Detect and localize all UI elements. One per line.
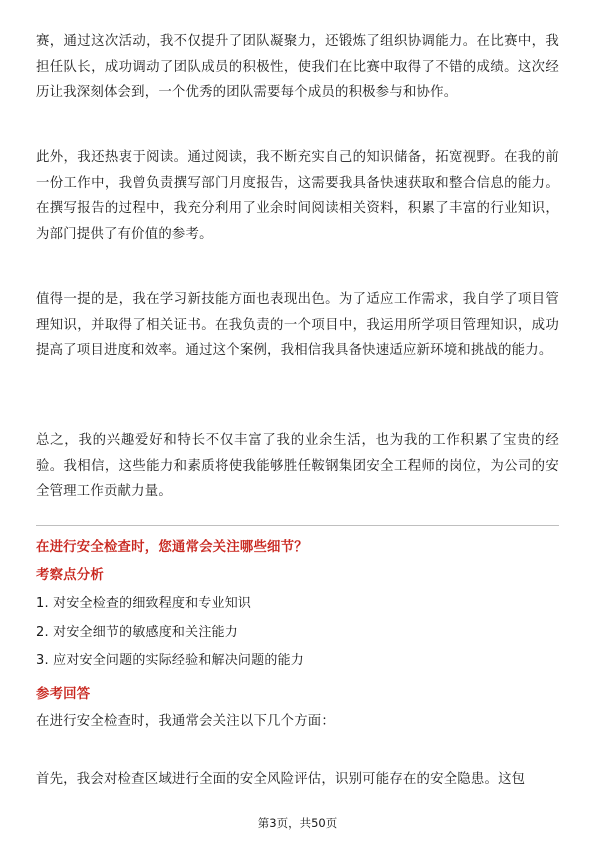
analysis-item-1: 1. 对安全检查的细致程度和专业知识 [36, 596, 252, 611]
analysis-item-3: 3. 应对安全问题的实际经验和解决问题的能力 [36, 653, 304, 668]
analysis-heading: 考察点分析 [36, 568, 104, 583]
analysis-item-2: 2. 对安全细节的敏感度和关注能力 [36, 625, 238, 640]
answer-first-point: 首先，我会对检查区域进行全面的安全风险评估，识别可能存在的安全隐患。这包 [36, 772, 526, 787]
paragraph-summary: 总之，我的兴趣爱好和特长不仅丰富了我的业余生活，也为我的工作积累了宝贵的经验。我相信，这些能力和素质将使我能够胜任鞍钢集团安全工程师的岗位，为公司的安全管理工作贡献力量。 [36, 433, 559, 499]
section-divider [36, 525, 559, 526]
paragraph-reading: 此外，我还热衷于阅读。通过阅读，我不断充实自己的知识储备，拓宽视野。在我的前一份工作中，我曾负责撰写部门月度报告，这需要我具备快速获取和整合信息的能力。在撰写报告的过程中，我充分利用了业余时间阅读相关资料，积累了丰富的行业知识，为部门提供了有价值的参考。 [36, 150, 559, 242]
paragraph-learning: 值得一提的是，我在学习新技能方面也表现出色。为了适应工作需求，我自学了项目管理知识，并取得了相关证书。在我负责的一个项目中，我运用所学项目管理知识，成功提高了项目进度和效率。通过这个案例，我相信我具备快速适应新环境和挑战的能力。 [36, 292, 559, 358]
paragraph-teamwork: 赛，通过这次活动，我不仅提升了团队凝聚力，还锻炼了组织协调能力。在比赛中，我担任队长，成功调动了团队成员的积极性，使我们在比赛中取得了不错的成绩。这次经历让我深刻体会到，一个优秀的团队需要每个成员的积极参与和协作。 [36, 34, 559, 100]
interview-question: 在进行安全检查时，您通常会关注哪些细节？ [36, 540, 308, 555]
answer-intro: 在进行安全检查时，我通常会关注以下几个方面： [36, 714, 335, 729]
page-number: 第3页，共50页 [257, 816, 338, 830]
answer-heading: 参考回答 [36, 687, 91, 702]
